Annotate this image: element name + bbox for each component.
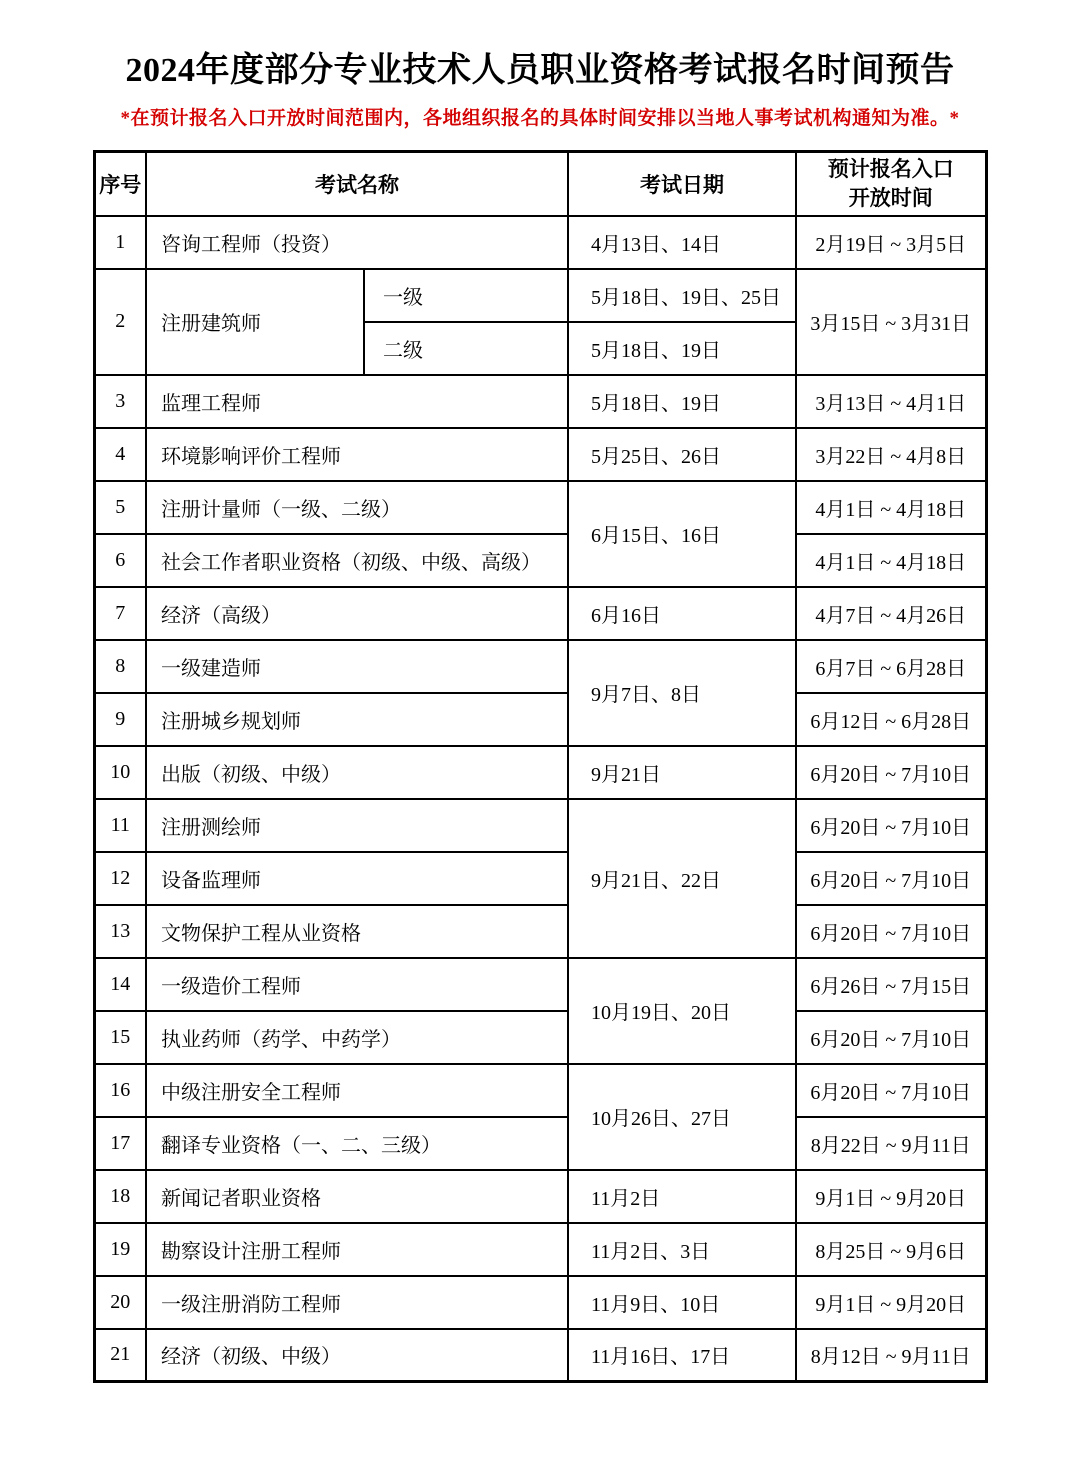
registration-window: 6月20日 ~ 7月10日 xyxy=(796,746,986,799)
exam-date: 9月21日 xyxy=(568,746,796,799)
row-no: 18 xyxy=(94,1170,146,1223)
exam-date: 10月26日、27日 xyxy=(568,1064,796,1170)
table-row xyxy=(94,958,986,1011)
row-no: 2 xyxy=(94,269,146,375)
row-no: 12 xyxy=(94,852,146,905)
exam-name: 注册测绘师 xyxy=(146,799,568,852)
table-row xyxy=(94,693,986,746)
exam-name: 文物保护工程从业资格 xyxy=(146,905,568,958)
col-header-exam-date: 考试日期 xyxy=(568,152,796,216)
registration-window: 6月12日 ~ 6月28日 xyxy=(796,693,986,746)
exam-name: 监理工程师 xyxy=(146,375,568,428)
registration-window: 9月1日 ~ 9月20日 xyxy=(796,1276,986,1329)
exam-date: 10月19日、20日 xyxy=(568,958,796,1064)
registration-window: 6月7日 ~ 6月28日 xyxy=(796,640,986,693)
exam-name: 经济（高级） xyxy=(146,587,568,640)
table-row xyxy=(94,1170,986,1223)
table-row xyxy=(94,852,986,905)
exam-name: 一级造价工程师 xyxy=(146,958,568,1011)
table-row xyxy=(94,1064,986,1117)
table-row xyxy=(94,216,986,269)
exam-date: 11月16日、17日 xyxy=(568,1329,796,1382)
notice-text: *在预计报名入口开放时间范围内，各地组织报名的具体时间安排以当地人事考试机构通知为准。* xyxy=(120,108,960,129)
registration-window: 4月7日 ~ 4月26日 xyxy=(796,587,986,640)
table-row xyxy=(94,1276,986,1329)
row-no: 14 xyxy=(94,958,146,1011)
registration-window: 4月1日 ~ 4月18日 xyxy=(796,481,986,534)
page-title: 2024年度部分专业技术人员职业资格考试报名时间预告 xyxy=(125,52,955,89)
row-no: 9 xyxy=(94,693,146,746)
row-no: 16 xyxy=(94,1064,146,1117)
exam-name: 翻译专业资格（一、二、三级） xyxy=(146,1117,568,1170)
exam-name: 经济（初级、中级） xyxy=(146,1329,568,1382)
registration-window: 6月20日 ~ 7月10日 xyxy=(796,1011,986,1064)
row-no: 11 xyxy=(94,799,146,852)
exam-date: 9月21日、22日 xyxy=(568,799,796,958)
table-row xyxy=(94,481,986,534)
row-no: 5 xyxy=(94,481,146,534)
exam-name: 环境影响评价工程师 xyxy=(146,428,568,481)
registration-window: 3月22日 ~ 4月8日 xyxy=(796,428,986,481)
table-row xyxy=(94,799,986,852)
row-no: 17 xyxy=(94,1117,146,1170)
exam-date: 11月9日、10日 xyxy=(568,1276,796,1329)
table-row xyxy=(94,746,986,799)
col-header-registration-window xyxy=(796,152,986,216)
exam-date: 11月2日、3日 xyxy=(568,1223,796,1276)
exam-name: 执业药师（药学、中药学） xyxy=(146,1011,568,1064)
registration-window: 3月15日 ~ 3月31日 xyxy=(796,269,986,375)
registration-window: 8月22日 ~ 9月11日 xyxy=(796,1117,986,1170)
col-header-exam-name: 考试名称 xyxy=(146,152,568,216)
exam-date: 4月13日、14日 xyxy=(568,216,796,269)
exam-name: 中级注册安全工程师 xyxy=(146,1064,568,1117)
exam-schedule-table xyxy=(93,150,988,1383)
table-row xyxy=(94,1329,986,1382)
exam-name: 一级注册消防工程师 xyxy=(146,1276,568,1329)
table-row xyxy=(94,1223,986,1276)
row-no: 6 xyxy=(94,534,146,587)
row-no: 19 xyxy=(94,1223,146,1276)
table-row xyxy=(94,1117,986,1170)
exam-date: 11月2日 xyxy=(568,1170,796,1223)
registration-window: 9月1日 ~ 9月20日 xyxy=(796,1170,986,1223)
row-no: 7 xyxy=(94,587,146,640)
exam-name: 注册城乡规划师 xyxy=(146,693,568,746)
registration-window: 6月20日 ~ 7月10日 xyxy=(796,799,986,852)
table-row xyxy=(94,1011,986,1064)
exam-date: 5月25日、26日 xyxy=(568,428,796,481)
registration-window: 6月20日 ~ 7月10日 xyxy=(796,1064,986,1117)
row-no: 21 xyxy=(94,1329,146,1382)
exam-name: 设备监理师 xyxy=(146,852,568,905)
row-no: 20 xyxy=(94,1276,146,1329)
exam-name: 一级建造师 xyxy=(146,640,568,693)
table-row xyxy=(94,905,986,958)
row-no: 3 xyxy=(94,375,146,428)
row-no: 15 xyxy=(94,1011,146,1064)
registration-window: 6月20日 ~ 7月10日 xyxy=(796,905,986,958)
registration-window: 8月25日 ~ 9月6日 xyxy=(796,1223,986,1276)
registration-window: 3月13日 ~ 4月1日 xyxy=(796,375,986,428)
registration-window: 6月26日 ~ 7月15日 xyxy=(796,958,986,1011)
exam-name: 注册建筑师 xyxy=(146,269,364,375)
exam-date: 6月16日 xyxy=(568,587,796,640)
table-row xyxy=(94,269,986,322)
table-row xyxy=(94,534,986,587)
col-header-registration-window-line2: 开放时间 xyxy=(848,185,933,210)
table-row xyxy=(94,640,986,693)
exam-name: 出版（初级、中级） xyxy=(146,746,568,799)
row-no: 10 xyxy=(94,746,146,799)
notice-page xyxy=(0,42,1080,1471)
row-no: 8 xyxy=(94,640,146,693)
exam-date: 6月15日、16日 xyxy=(568,481,796,587)
row-no: 1 xyxy=(94,216,146,269)
table-row xyxy=(94,587,986,640)
row-no: 4 xyxy=(94,428,146,481)
registration-window: 8月12日 ~ 9月11日 xyxy=(796,1329,986,1382)
exam-date: 5月18日、19日、25日 xyxy=(568,269,796,322)
row-no: 13 xyxy=(94,905,146,958)
exam-date: 9月7日、8日 xyxy=(568,640,796,746)
exam-date: 5月18日、19日 xyxy=(568,322,796,375)
exam-name: 社会工作者职业资格（初级、中级、高级） xyxy=(146,534,568,587)
col-header-registration-window-line1: 预计报名入口 xyxy=(827,157,954,182)
registration-window: 4月1日 ~ 4月18日 xyxy=(796,534,986,587)
exam-date: 5月18日、19日 xyxy=(568,375,796,428)
exam-name: 咨询工程师（投资） xyxy=(146,216,568,269)
registration-window: 2月19日 ~ 3月5日 xyxy=(796,216,986,269)
exam-name: 勘察设计注册工程师 xyxy=(146,1223,568,1276)
exam-name: 新闻记者职业资格 xyxy=(146,1170,568,1223)
col-header-index: 序号 xyxy=(94,152,146,216)
exam-name: 注册计量师（一级、二级） xyxy=(146,481,568,534)
table-row xyxy=(94,428,986,481)
exam-level: 二级 xyxy=(364,322,568,375)
header-row xyxy=(94,152,986,216)
table-row xyxy=(94,375,986,428)
registration-window: 6月20日 ~ 7月10日 xyxy=(796,852,986,905)
exam-level: 一级 xyxy=(364,269,568,322)
